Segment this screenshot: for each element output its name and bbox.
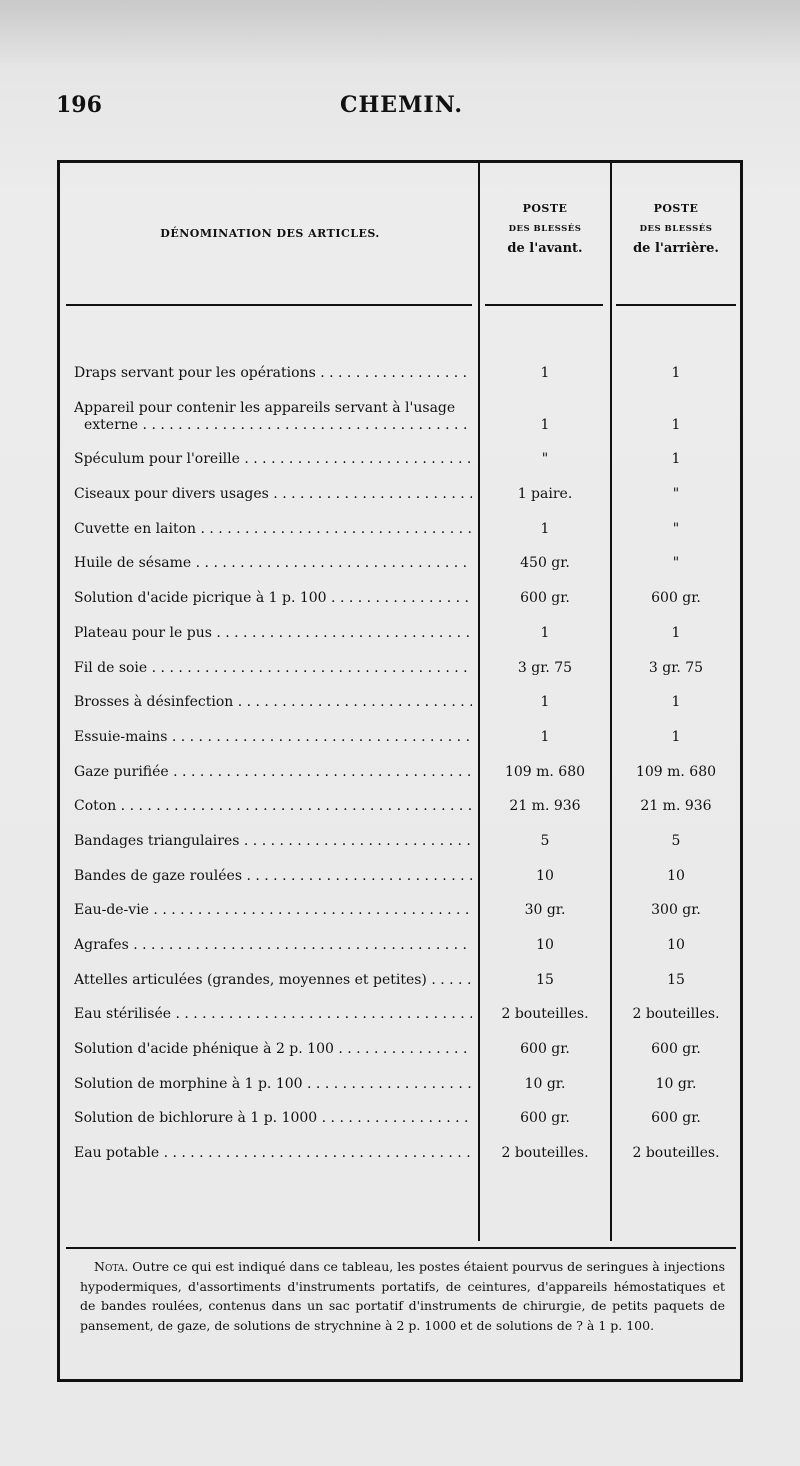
table-row: [60, 1064, 740, 1099]
quantity-arriere: 10: [667, 937, 685, 953]
page-header: [0, 92, 800, 122]
table-row: [60, 821, 740, 856]
article-label-text: Bandages triangulaires . . .: [74, 833, 472, 850]
column-header-avant-line1: POSTE: [522, 202, 568, 215]
table-row: [60, 995, 740, 1030]
quantity-arriere: 5: [671, 832, 681, 849]
quantity-avant: 2 bouteilles.: [501, 1145, 589, 1162]
quantity-avant: 10: [536, 937, 554, 953]
table-row: [60, 353, 740, 388]
article-label: [74, 902, 472, 919]
quantity-avant: 600 gr.: [520, 590, 570, 607]
quantity-avant: 600 gr.: [520, 1110, 570, 1127]
quantity-arriere: 21 m. 936: [640, 798, 712, 815]
article-label-first-line: Appareil pour contenir les appareils servant à l'usage: [74, 399, 456, 416]
quantity-avant: 1: [540, 364, 550, 381]
article-label-text: Cuvette en laiton . . .: [74, 521, 472, 538]
quantity-arriere: 3 gr. 75: [648, 659, 704, 676]
article-label: [74, 451, 472, 468]
article-label-text: Solution d'acide phénique à 2 p. 100 . . .: [74, 1041, 472, 1058]
article-label-text: Spéculum pour l'oreille . . .: [74, 451, 472, 468]
quantity-arriere: 10 gr.: [655, 1075, 697, 1092]
quantity-arriere: 600 gr.: [651, 1110, 701, 1127]
article-label-text: externe . . .: [74, 417, 472, 434]
article-label: [74, 625, 472, 642]
table-row: [60, 891, 740, 926]
article-label-text: Fil de soie . . .: [74, 660, 472, 677]
table-row: [60, 717, 740, 752]
quantity-avant: 15: [536, 971, 554, 988]
article-label-text: Solution de bichlorure à 1 p. 1000 . . .: [74, 1110, 472, 1127]
quantity-arriere: 1: [671, 728, 681, 745]
quantity-avant: 2 bouteilles.: [501, 1006, 589, 1023]
article-label: [74, 365, 472, 382]
quantity-avant: 3 gr. 75: [517, 659, 573, 676]
article-label-text: Essuie-mains . . .: [74, 729, 472, 746]
quantity-arriere: 10: [667, 867, 685, 884]
article-label: [74, 555, 472, 572]
table-row: [60, 388, 740, 440]
article-label: [74, 868, 472, 885]
article-label-text: Eau-de-vie . . .: [74, 902, 472, 919]
article-label-text: Attelles articulées (grandes, moyennes et petites) . . .: [74, 972, 472, 989]
quantity-avant: 1: [540, 624, 550, 641]
supplies-table: [57, 160, 743, 1382]
article-label-text: Ciseaux pour divers usages . . .: [74, 486, 472, 503]
quantity-arriere: 1: [671, 364, 681, 381]
article-label-text: Gaze purifiée . . .: [74, 764, 472, 781]
quantity-arriere: 1: [671, 624, 681, 641]
article-label-text: Coton . . .: [74, 798, 472, 815]
article-label: [74, 1041, 472, 1058]
quantity-arriere: 2 bouteilles.: [632, 1145, 720, 1162]
article-label-text: Agrafes . . .: [74, 937, 472, 954]
table-row: [60, 440, 740, 475]
quantity-avant: 1: [540, 520, 550, 537]
article-label: [74, 764, 472, 781]
quantity-arriere: ": [672, 486, 680, 503]
article-label: [74, 1110, 472, 1127]
quantity-arriere: 600 gr.: [651, 590, 701, 607]
table-row: [60, 648, 740, 683]
quantity-avant: 1: [540, 694, 550, 711]
column-header-arriere-line2: DES BLESSÉS: [639, 224, 713, 234]
table-row: [60, 1099, 740, 1134]
article-label: [74, 1076, 472, 1093]
table-row: [60, 856, 740, 891]
column-header-avant-line2: DES BLESSÉS: [508, 224, 582, 234]
article-label-text: Eau potable . . .: [74, 1145, 472, 1162]
article-label: [74, 521, 472, 538]
quantity-arriere: 300 gr.: [651, 902, 701, 919]
quantity-avant: 1 paire.: [517, 486, 573, 503]
table-row: [60, 474, 740, 509]
article-label: [74, 937, 472, 954]
quantity-arriere: 2 bouteilles.: [632, 1006, 720, 1023]
article-label-text: Draps servant pour les opérations . . .: [74, 365, 472, 382]
quantity-avant: 5: [540, 832, 550, 849]
article-label: [74, 694, 472, 711]
column-header-arriere-line3: de l'arrière.: [633, 241, 719, 256]
quantity-avant: 1: [540, 728, 550, 745]
article-label-text: Solution d'acide picrique à 1 p. 100 . . .: [74, 590, 472, 607]
article-label: [74, 400, 472, 434]
quantity-arriere: 1: [671, 694, 681, 711]
nota-text: Outre ce qui est indiqué dans ce tableau, les postes étaient pourvus de seringues à injections hypodermiques, d'assortiments d'instruments portatifs, de ceintures, d'appareils hémostatiques et de bandes roulées, contenus dans un sac portatif d'instruments de chirurgie, de petits paquets de pansement, de gaze, de solutions de strychnine à 2 p. 1000 et de solutions de ? à 1 p. 100.: [80, 1259, 725, 1333]
nota-paragraph: [80, 1257, 725, 1335]
header-rule: [66, 304, 472, 306]
quantity-avant: 21 m. 936: [509, 798, 581, 815]
article-label: [74, 486, 472, 503]
quantity-arriere: ": [672, 520, 680, 537]
quantity-arriere: ": [672, 555, 680, 572]
table-row: [60, 925, 740, 960]
article-label: [74, 590, 472, 607]
article-label: [74, 660, 472, 677]
table-row: [60, 578, 740, 613]
table-row: [60, 613, 740, 648]
table-row: [60, 1029, 740, 1064]
column-header-avant-line3: de l'avant.: [507, 241, 583, 256]
quantity-avant: 109 m. 680: [504, 763, 586, 780]
table-row: [60, 960, 740, 995]
article-label-text: Solution de morphine à 1 p. 100 . . .: [74, 1076, 472, 1093]
table-row: [60, 752, 740, 787]
table-row: [60, 544, 740, 579]
quantity-avant: 10: [536, 867, 554, 884]
quantity-arriere: 1: [671, 416, 681, 433]
article-label: [74, 729, 472, 746]
column-header-arriere-line1: POSTE: [653, 202, 699, 215]
article-label-text: Huile de sésame . . .: [74, 555, 472, 572]
header-rule: [616, 304, 736, 306]
table-body: [60, 353, 740, 1168]
article-label: [74, 1006, 472, 1023]
quantity-arriere: 15: [667, 971, 685, 988]
article-label-text: Eau stérilisée . . .: [74, 1006, 472, 1023]
quantity-avant: 1: [540, 416, 550, 433]
table-bottom-rule: [66, 1247, 736, 1249]
quantity-avant: 10 gr.: [524, 1075, 566, 1092]
table-row: [60, 1133, 740, 1168]
nota-label: Nota.: [94, 1259, 129, 1274]
column-header-arriere: [613, 199, 739, 259]
quantity-avant: 600 gr.: [520, 1041, 570, 1058]
quantity-arriere: 109 m. 680: [635, 763, 717, 780]
header-rule: [485, 304, 603, 306]
article-label: [74, 1145, 472, 1162]
table-row: [60, 509, 740, 544]
table-row: [60, 787, 740, 822]
quantity-arriere: 1: [671, 451, 681, 468]
article-label-text: Plateau pour le pus . . .: [74, 625, 472, 642]
article-label-text: Bandes de gaze roulées . . .: [74, 868, 472, 885]
article-label: [74, 798, 472, 815]
quantity-arriere: 600 gr.: [651, 1041, 701, 1058]
article-label-text: Brosses à désinfection . . .: [74, 694, 472, 711]
quantity-avant: ": [541, 451, 549, 468]
column-header-avant: [481, 199, 609, 259]
article-label: [74, 972, 472, 989]
column-header-articles: DÉNOMINATION DES ARTICLES.: [160, 227, 380, 240]
quantity-avant: 30 gr.: [524, 902, 566, 919]
article-label: [74, 833, 472, 850]
running-title: CHEMIN.: [340, 92, 464, 118]
table-row: [60, 683, 740, 718]
page-number: 196: [56, 92, 102, 118]
quantity-avant: 450 gr.: [520, 555, 570, 572]
